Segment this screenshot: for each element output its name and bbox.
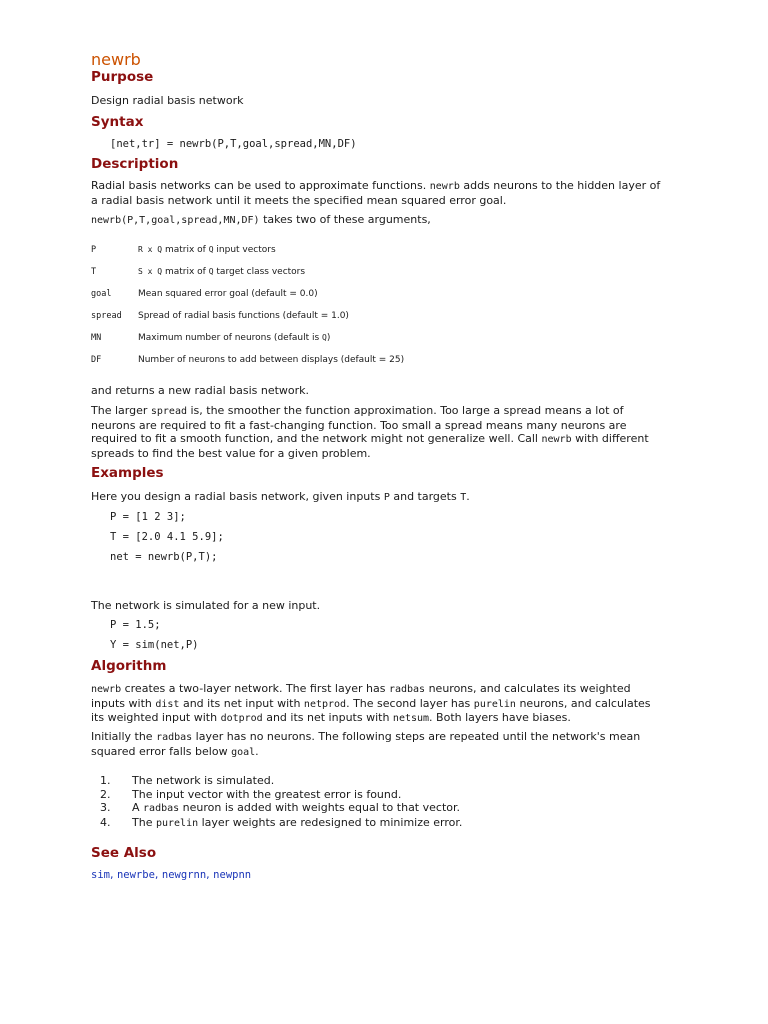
- argument-name: goal: [91, 289, 112, 299]
- link-sim[interactable]: sim: [91, 869, 110, 881]
- argument-list: [91, 239, 611, 371]
- argument-description: S x Q matrix of Q target class vectors: [138, 267, 306, 277]
- argument-name: T: [91, 267, 97, 277]
- syntax-heading: Syntax: [91, 114, 144, 130]
- argument-row: [91, 239, 611, 261]
- inline-code: newrb(P,T,goal,spread,MN,DF): [91, 215, 260, 226]
- argument-description: Maximum number of neurons (default is Q): [138, 333, 331, 343]
- algorithm-steps: [91, 774, 651, 830]
- example-code-line: P = [1 2 3];: [110, 511, 186, 523]
- argument-row: [91, 283, 611, 305]
- example-code-line: net = newrb(P,T);: [110, 551, 218, 563]
- examples-heading: Examples: [91, 465, 164, 481]
- returns-text: and returns a new radial basis network.: [91, 384, 310, 397]
- argument-row: [91, 261, 611, 283]
- description-heading: Description: [91, 156, 179, 172]
- argument-row: [91, 349, 611, 371]
- example-code-line: P = 1.5;: [110, 619, 161, 631]
- list-item: 3. A radbas neuron is added with weights equal to that vector.: [100, 801, 460, 814]
- argument-name: spread: [91, 311, 122, 321]
- algorithm-heading: Algorithm: [91, 658, 167, 674]
- algorithm-paragraph-1: newrb creates a two-layer network. The first layer has radbas neurons, and calculates its weighted inputs with dist and its net input with netprod. The second layer has purelin neurons, and calculates its weighted input with dotprod and its net inputs with netsum. Both layers have biases.: [91, 682, 651, 724]
- algorithm-paragraph-2: Initially the radbas layer has no neurons. The following steps are repeated until the network's mean squared error falls below goal.: [91, 730, 641, 758]
- argument-description: R x Q matrix of Q input vectors: [138, 245, 276, 255]
- link-newrbe[interactable]: newrbe: [116, 869, 155, 881]
- example-code-line: T = [2.0 4.1 5.9];: [110, 531, 224, 543]
- page-title: newrb: [91, 50, 141, 69]
- link-newgrnn[interactable]: newgrnn: [161, 869, 207, 881]
- argument-row: [91, 305, 611, 327]
- list-item: 1. The network is simulated.: [100, 774, 275, 787]
- purpose-heading: Purpose: [91, 69, 154, 85]
- simulation-text: The network is simulated for a new input.: [91, 599, 321, 612]
- spread-paragraph: The larger spread is, the smoother the function approximation. Too large a spread means a lot of neurons are required to fit a fast-changing function. Too small a spread means many neurons are required to fit a smooth function, and the network might not generalize well. Call newrb with different spreads to find the best value for a given problem.: [91, 404, 649, 460]
- syntax-code: [net,tr] = newrb(P,T,goal,spread,MN,DF): [110, 138, 357, 150]
- description-paragraph-2: newrb(P,T,goal,spread,MN,DF) takes two of these arguments,: [91, 213, 431, 226]
- link-newpnn[interactable]: newpnn: [213, 869, 252, 881]
- argument-description: Mean squared error goal (default = 0.0): [138, 289, 318, 299]
- argument-description: Number of neurons to add between displays (default = 25): [138, 355, 405, 365]
- inline-code: newrb: [429, 181, 460, 192]
- list-item: 4. The purelin layer weights are redesigned to minimize error.: [100, 815, 463, 829]
- description-paragraph-1: Radial basis networks can be used to approximate functions. newrb adds neurons to the hidden layer of a radial basis network until it meets the specified mean squared error goal.: [91, 179, 661, 207]
- inline-code: spread: [150, 406, 187, 417]
- inline-code: newrb: [541, 434, 572, 445]
- see-also-links: sim, newrbe, newgrnn, newpnn: [91, 868, 252, 881]
- argument-name: P: [91, 245, 97, 255]
- argument-description: Spread of radial basis functions (default = 1.0): [138, 311, 349, 321]
- purpose-text: Design radial basis network: [91, 94, 244, 107]
- argument-row: [91, 327, 611, 349]
- argument-name: DF: [91, 355, 102, 365]
- examples-intro: Here you design a radial basis network, given inputs P and targets T.: [91, 490, 470, 503]
- example-code-line: Y = sim(net,P): [110, 639, 199, 651]
- list-item: 2. The input vector with the greatest error is found.: [100, 787, 402, 801]
- argument-name: MN: [91, 333, 102, 343]
- see-also-heading: See Also: [91, 845, 157, 861]
